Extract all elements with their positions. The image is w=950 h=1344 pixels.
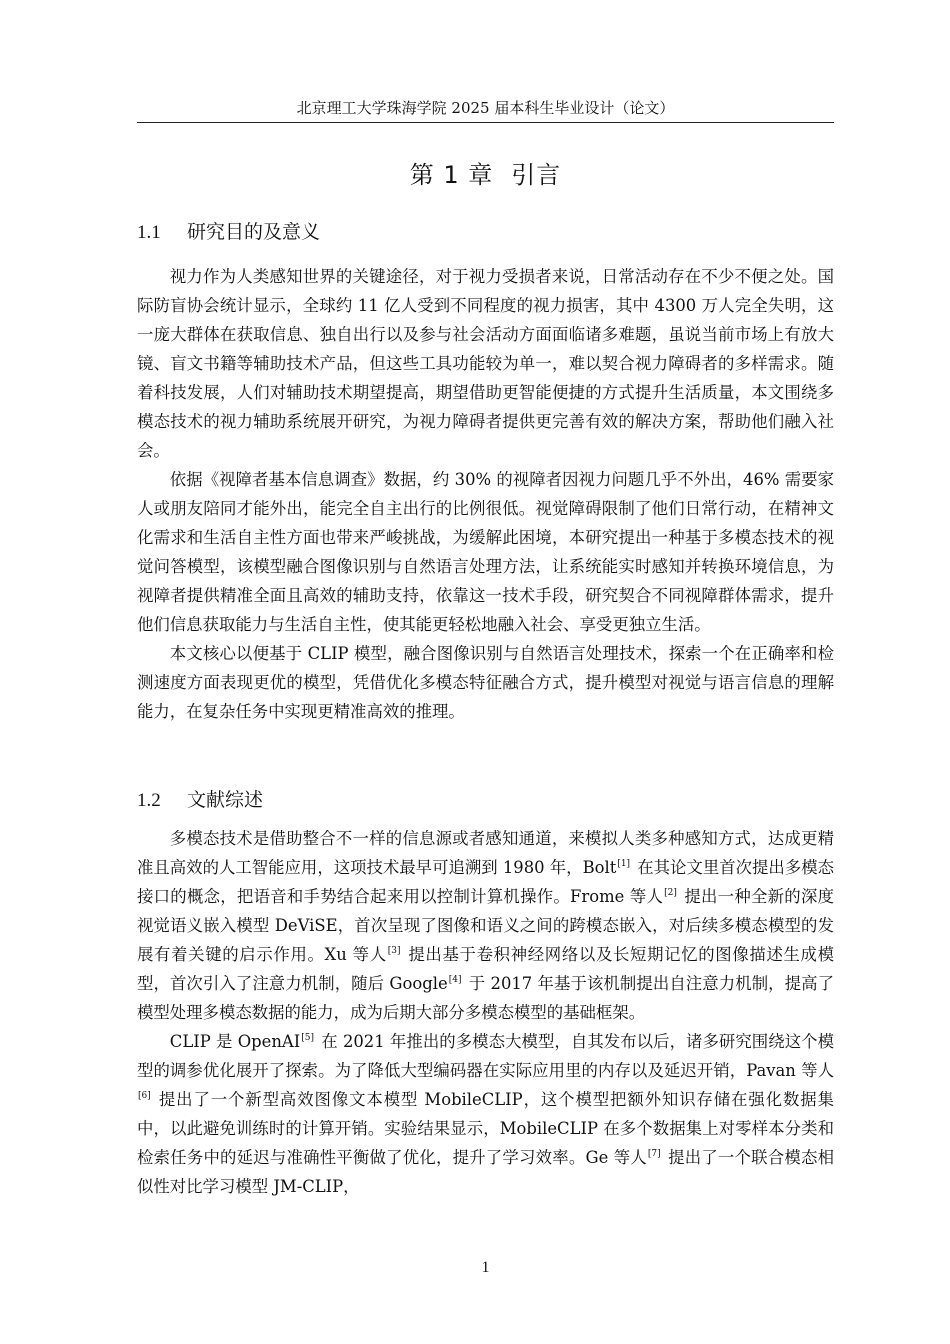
citation-ref: [5] (301, 1033, 314, 1043)
section-title-text: 文献综述 (187, 789, 264, 811)
citation-ref: [3] (387, 946, 401, 956)
paragraph: 本文核心以便基于 CLIP 模型，融合图像识别与自然语言处理技术，探索一个在正确率和检测速度方面表现更优的模型，凭借优化多模态特征融合方式，提升模型对视觉与语言信息的理解能力，在复杂任务中实现更精准高效的推理。 (137, 644, 834, 721)
section-number: 1.1 (137, 222, 161, 243)
running-header: 北京理工大学珠海学院 2025 届本科生毕业设计（论文） (296, 99, 675, 117)
chapter-number: 第 1 章 (409, 161, 494, 189)
page-number: 1 (481, 1259, 490, 1276)
header-rule (137, 122, 834, 123)
citation-ref: [7] (647, 1149, 661, 1159)
text-run: 提出了一个联合模态相似性对比学习模型 JM-CLIP， (137, 1148, 834, 1196)
text-run: 在 2021 年推出的多模态大模型，自其发布以后，诸多研究围绕这个模型的调参优化展开了探索。为了降低大型编码器在实际应用里的内存以及延迟开销，Pavan 等人 (137, 1032, 834, 1080)
text-run: 在其论文里首次提出多模态接口的概念，把语音和手势结合起来用以控制计算机操作。Frome 等人 (137, 858, 834, 906)
citation-ref: [6] (138, 1091, 151, 1101)
section-1-1-body (137, 262, 834, 726)
section-heading-1-2 (137, 786, 834, 815)
paragraph: 视力作为人类感知世界的关键途径，对于视力受损者来说，日常活动存在不少不便之处。国际防盲协会统计显示，全球约 11 亿人受到不同程度的视力损害，其中 4300 万人完全失明，这一庞大群体在获取信息、独自出行以及参与社会活动方面面临诸多难题，虽说当前市场上有放大镜、盲文书籍等辅助技术产品，但这些工具功能较为单一，难以契合视力障碍者的多样需求。随着科技发展，人们对辅助技术期望提高，期望借助更智能便捷的方式提升生活质量，本文围绕多模态技术的视力辅助系统展开研究，为视力障碍者提供更完善有效的解决方案，帮助他们融入社会。 (137, 267, 834, 460)
citation-ref: [2] (664, 888, 677, 898)
chapter-title-text: 引言 (511, 161, 562, 189)
text-run: CLIP 是 OpenAI (169, 1032, 301, 1051)
section-heading-1-1 (137, 218, 834, 247)
citation-ref: [4] (448, 975, 462, 985)
paragraph (137, 824, 834, 1027)
paragraph (137, 1027, 834, 1201)
text-run: 提出一种全新的深度视觉语义嵌入模型 DeViSE，首次呈现了图像和语义之间的跨模态嵌入，对后续多模态模型的发展有着关键的启示作用。Xu 等人 (137, 887, 834, 964)
paragraph: 依据《视障者基本信息调查》数据，约 30% 的视障者因视力问题几乎不外出，46% 需要家人或朋友陪同才能外出，能完全自主出行的比例很低。视觉障碍限制了他们日常行动，在精神文化需求和生活自主性方面也带来严峻挑战，为缓解此困境，本研究提出一种基于多模态技术的视觉问答模型，该模型融合图像识别与自然语言处理方法，让系统能实时感知并转换环境信息，为视障者提供精准全面且高效的辅助支持，依靠这一技术手段，研究契合不同视障群体需求，提升他们信息获取能力与生活自主性，使其能更轻松地融入社会、享受更独立生活。 (137, 470, 834, 634)
text-run: 于 2017 年基于该机制提出自注意力机制，提高了模型处理多模态数据的能力，成为后期大部分多模态模型的基础框架。 (137, 974, 834, 1022)
section-title-text: 研究目的及意义 (187, 221, 321, 243)
text-run: 提出基于卷积神经网络以及长短期记忆的图像描述生成模型，首次引入了注意力机制，随后 Google (137, 945, 834, 993)
citation-ref: [1] (617, 859, 631, 869)
chapter-title (137, 158, 834, 192)
section-1-2-body (137, 824, 834, 1201)
text-run: 提出了一个新型高效图像文本模型 MobileCLIP，这个模型把额外知识存储在强化数据集中，以此避免训练时的计算开销。实验结果显示，MobileCLIP 在多个数据集上对零样本分类和检索任务中的延迟与准确性平衡做了优化，提升了学习效率。Ge 等人 (137, 1090, 834, 1167)
section-number: 1.2 (137, 790, 161, 811)
text-run: 多模态技术是借助整合不一样的信息源或者感知通道，来模拟人类多种感知方式，达成更精准且高效的人工智能应用，这项技术最早可追溯到 1980 年，Bolt (137, 829, 834, 877)
